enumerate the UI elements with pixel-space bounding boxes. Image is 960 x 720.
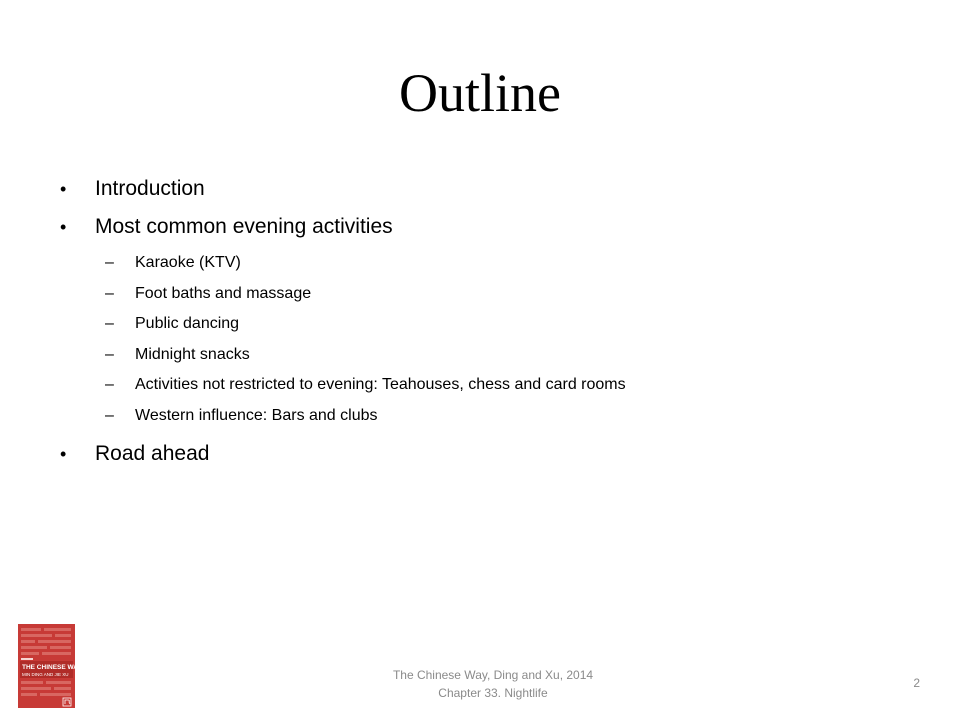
bullet-text: Most common evening activities [95, 215, 393, 238]
book-cover-art [18, 624, 82, 708]
footer-line-1: The Chinese Way, Ding and Xu, 2014 [392, 668, 594, 682]
sub-bullet-item [60, 279, 920, 310]
sub-bullet-text: Karaoke (KTV) [135, 254, 241, 271]
sub-bullet-item [60, 370, 920, 401]
sub-bullet-text: Activities not restricted to evening: Teahouses, chess and card rooms [135, 376, 626, 394]
sub-bullet-item [60, 248, 920, 279]
bullet-item [60, 210, 920, 248]
bullet-item [60, 172, 920, 210]
sub-bullet-marker: – [105, 376, 114, 394]
sub-bullet-marker: – [105, 345, 114, 363]
page-number: 2 [913, 676, 920, 690]
bullet-marker: • [60, 179, 67, 199]
book-cover-image [18, 624, 82, 708]
sub-bullet-text: Midnight snacks [135, 345, 250, 363]
sub-bullet-marker: – [105, 284, 114, 302]
bullet-marker: • [60, 443, 67, 464]
footer [318, 666, 668, 702]
bullet-text: Road ahead [95, 441, 210, 465]
svg-text:MIN DING AND JIE XU: MIN DING AND JIE XU [22, 672, 69, 677]
sub-bullet-marker: – [105, 406, 114, 424]
sub-bullet-text: Foot baths and massage [135, 284, 312, 302]
sub-bullet-marker: – [105, 315, 114, 333]
bullet-item [60, 437, 920, 475]
bullet-text: Introduction [95, 177, 205, 200]
sub-bullet-item [60, 401, 920, 432]
footer-line-2: Chapter 33. Nightlife [438, 686, 548, 700]
slide-title: Outline [399, 63, 561, 123]
sub-bullet-item [60, 309, 920, 340]
bullet-list [60, 172, 920, 475]
bullet-marker: • [60, 217, 67, 237]
svg-text:THE CHINESE WAY: THE CHINESE WAY [22, 664, 82, 671]
sub-bullet-marker: – [105, 254, 114, 271]
sub-bullet-item [60, 340, 920, 371]
sub-bullet-text: Public dancing [135, 315, 240, 333]
sub-bullet-text: Western influence: Bars and clubs [135, 406, 378, 424]
